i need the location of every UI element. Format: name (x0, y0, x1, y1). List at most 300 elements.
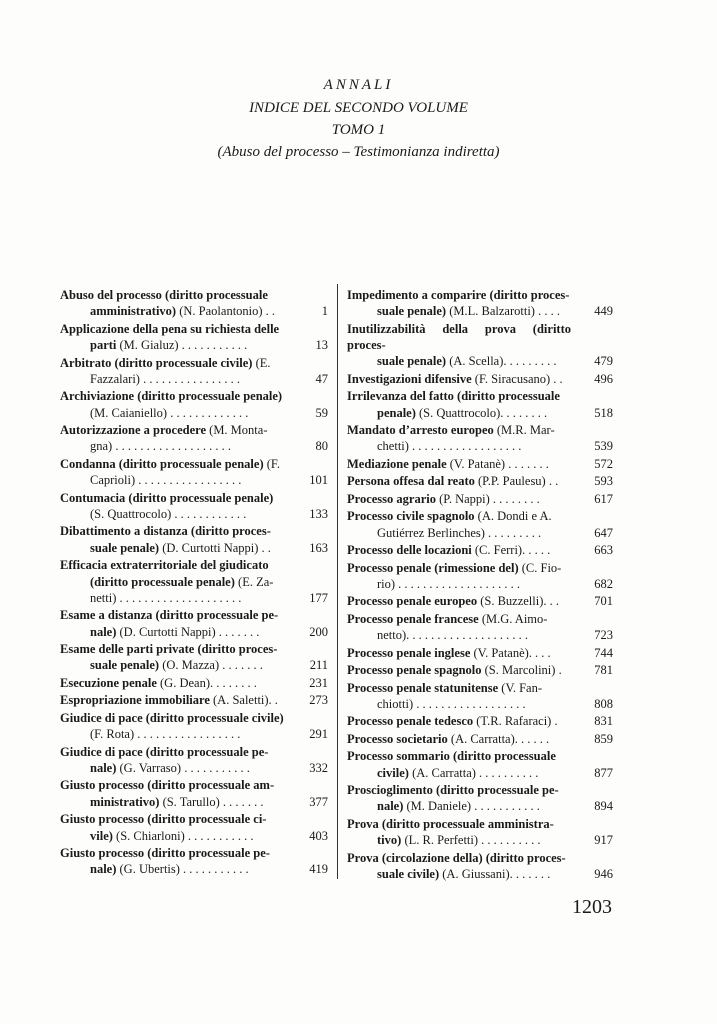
entry-author: (F. Siracusano) . . (471, 371, 563, 386)
index-entry (347, 456, 613, 472)
entry-text (347, 287, 571, 320)
entry-title: Processo sommario (diritto processuale (347, 749, 556, 764)
entry-title: nale) (90, 760, 117, 775)
index-entry (347, 850, 613, 883)
entry-text (60, 744, 286, 777)
index-entry (347, 542, 613, 558)
entry-title: Abuso del processo (diritto processuale (60, 288, 268, 302)
entry-line (60, 861, 286, 877)
entry-page-number: 80 (315, 439, 328, 454)
entry-author: (S. Quattrocolo). . . . . . . . (415, 405, 548, 420)
entry-author: (L. R. Perfetti) . . . . . . . . . . (401, 833, 541, 848)
entry-line (60, 540, 286, 556)
entry-text (60, 692, 286, 708)
entry-line (347, 748, 571, 764)
entry-page-number: 403 (309, 828, 328, 843)
entry-line (347, 816, 571, 832)
entry-page-number: 831 (594, 714, 613, 729)
index-entry (347, 816, 613, 849)
entry-line (60, 422, 286, 438)
entry-title: suale penale) (90, 658, 160, 673)
entry-line (60, 523, 286, 539)
entry-title: Processo penale spagnolo (347, 663, 482, 678)
entry-title: Inutilizzabilità della prova (diritto proces- (347, 321, 571, 353)
entry-author: (S. Tarullo) . . . . . . . (159, 794, 264, 809)
entry-author: (A. Carratta) . . . . . . . . . . (408, 765, 539, 780)
entry-text (347, 473, 571, 489)
entry-line (60, 303, 286, 319)
entry-title: Prova (diritto processuale amministra- (347, 816, 554, 831)
entry-author: Fazzalari) . . . . . . . . . . . . . . . . (90, 371, 240, 386)
entry-line (60, 845, 286, 861)
entry-title: Impedimento a comparire (diritto proces- (347, 288, 570, 302)
entry-page-number: 647 (594, 525, 613, 540)
entry-line (347, 731, 571, 747)
entry-author: (E. Za- (234, 574, 274, 589)
entry-title: Espropriazione immobiliare (60, 693, 210, 708)
index-entry (347, 321, 613, 370)
entry-text (60, 490, 286, 523)
entry-author: (P. Nappi) . . . . . . . . (435, 491, 540, 506)
entry-text (347, 662, 571, 678)
index-entry (60, 692, 328, 708)
entry-text (60, 777, 286, 810)
entry-line (347, 371, 571, 387)
entry-page-number: 781 (594, 663, 613, 678)
entry-author: (M. Gialuz) . . . . . . . . . . . (116, 338, 248, 353)
entry-author: (A. Giussani). . . . . . . (439, 867, 551, 882)
entry-text (60, 557, 286, 606)
entry-line (60, 590, 286, 606)
entry-title: (diritto processuale penale) (90, 574, 235, 589)
entry-line (60, 657, 286, 673)
entry-title: Condanna (diritto processuale penale) (60, 456, 264, 471)
entry-line (347, 560, 571, 576)
index-entry (347, 287, 613, 320)
entry-title: Processo societario (347, 731, 448, 746)
entry-title: Prova (circolazione della) (diritto proces- (347, 850, 566, 865)
entry-author: (A. Dondi e A. (474, 509, 552, 524)
entry-text (347, 491, 571, 507)
entry-line (347, 508, 571, 524)
entry-page-number: 723 (594, 628, 613, 643)
entry-text (60, 422, 286, 455)
entry-line (347, 696, 571, 712)
entry-author: (F. (263, 456, 280, 471)
entry-line (60, 828, 286, 844)
entry-title: Archiviazione (diritto processuale penale) (60, 389, 283, 404)
index-entry (347, 645, 613, 661)
entry-title: Processo penale tedesco (347, 714, 474, 729)
entry-page-number: 572 (594, 456, 613, 471)
entry-line (60, 760, 286, 776)
entry-text (60, 675, 286, 691)
entry-title: ministrativo) (90, 794, 160, 809)
entry-author: (V. Fan- (498, 680, 543, 695)
entry-line (347, 713, 571, 729)
index-entry (60, 287, 328, 320)
entry-line (347, 798, 571, 814)
entry-line (60, 692, 286, 708)
entry-author: (G. Varraso) . . . . . . . . . . . (116, 760, 250, 775)
entry-title: Esame delle parti private (diritto proces- (60, 642, 278, 657)
entry-line (60, 456, 286, 472)
page-number: 1203 (572, 896, 612, 918)
entry-author: (C. Ferri). . . . . (471, 543, 551, 558)
entry-page-number: 101 (309, 473, 328, 488)
entry-text (347, 782, 571, 815)
entry-page-number: 617 (594, 491, 613, 506)
entry-text (347, 542, 571, 558)
entry-text (60, 607, 286, 640)
entry-line (347, 321, 571, 354)
entry-line (60, 675, 286, 691)
entry-title: Giudice di pace (diritto processuale civile) (60, 710, 284, 725)
entry-title: Irrilevanza del fatto (diritto processuale (347, 389, 560, 404)
entry-title: Arbitrato (diritto processuale civile) (60, 355, 253, 370)
entry-line (60, 490, 286, 506)
entry-text (347, 371, 571, 387)
entry-author: (F. Rota) . . . . . . . . . . . . . . . . . (90, 727, 241, 742)
entry-author: (M. Daniele) . . . . . . . . . . . (403, 799, 540, 814)
entry-title: Contumacia (diritto processuale penale) (60, 490, 274, 505)
entry-text (60, 388, 286, 421)
entry-page-number: 917 (594, 833, 613, 848)
entry-line (60, 794, 286, 810)
entry-author: netti) . . . . . . . . . . . . . . . . . . . . (90, 590, 242, 605)
index-entry (60, 811, 328, 844)
entry-line (347, 542, 571, 558)
entry-line (347, 593, 571, 609)
index-entry (60, 355, 328, 388)
entry-author: (V. Patanè). . . . (470, 645, 551, 660)
entry-title: suale civile) (377, 867, 440, 882)
entry-title: Mediazione penale (347, 456, 447, 471)
index-entry (60, 607, 328, 640)
entry-author: rio) . . . . . . . . . . . . . . . . . . . . (377, 576, 521, 591)
entry-author: (S. Quattrocolo) . . . . . . . . . . . . (90, 506, 247, 521)
index-entry (60, 845, 328, 878)
entry-line (347, 405, 571, 421)
index-entry (60, 744, 328, 777)
entry-author: (M. Caianiello) . . . . . . . . . . . . . (90, 405, 249, 420)
entry-title: Processo delle locazioni (347, 543, 472, 558)
entry-author: (S. Chiarloni) . . . . . . . . . . . (112, 828, 254, 843)
entry-author: (T.R. Rafaraci) . (473, 714, 558, 729)
entry-title: nale) (90, 624, 117, 639)
index-entry (347, 662, 613, 678)
index-entry (60, 388, 328, 421)
entry-line (347, 303, 571, 319)
entry-title: Giusto processo (diritto processuale pe- (60, 845, 270, 860)
entry-page-number: 701 (594, 594, 613, 609)
index-entry (347, 680, 613, 713)
entry-title: Giusto processo (diritto processuale am- (60, 778, 275, 793)
entry-text (60, 355, 286, 388)
column-divider (337, 284, 338, 879)
entry-line (347, 832, 571, 848)
entry-title: Giusto processo (diritto processuale ci- (60, 812, 267, 827)
entry-title: Processo penale francese (347, 611, 479, 626)
entry-text (347, 560, 571, 593)
entry-text (347, 680, 571, 713)
index-entry (60, 456, 328, 489)
entry-line (60, 624, 286, 640)
entry-line (60, 405, 286, 421)
entry-line (60, 337, 286, 353)
entry-title: suale penale) (90, 540, 160, 555)
entry-author: chetti) . . . . . . . . . . . . . . . . . . (377, 439, 522, 454)
entry-title: suale penale) (377, 304, 447, 319)
entry-page-number: 496 (594, 371, 613, 386)
entry-page-number: 744 (594, 645, 613, 660)
entry-page-number: 682 (594, 576, 613, 591)
entry-line (347, 662, 571, 678)
entry-line (60, 777, 286, 793)
entry-title: nale) (90, 862, 117, 877)
index-entry (347, 422, 613, 455)
entry-author: (M.R. Mar- (493, 423, 555, 438)
entry-line (347, 491, 571, 507)
entry-line (347, 422, 571, 438)
entry-author: netto). . . . . . . . . . . . . . . . . . . . (377, 628, 529, 643)
entry-page-number: 808 (594, 696, 613, 711)
entry-text (60, 811, 286, 844)
entry-page-number: 211 (309, 658, 328, 673)
entry-title: Dibattimento a distanza (diritto proces- (60, 524, 271, 539)
entry-title: Applicazione della pena su richiesta delle (60, 321, 280, 336)
entry-page-number: 894 (594, 799, 613, 814)
entry-text (347, 611, 571, 644)
entry-author: (D. Curtotti Nappi) . . . . . . . (116, 624, 260, 639)
index-entry (60, 422, 328, 455)
entry-page-number: 518 (594, 405, 613, 420)
entry-line (60, 355, 286, 371)
entry-author: (M.L. Balzarotti) . . . . (446, 304, 560, 319)
entry-text (347, 321, 571, 370)
index-entry (347, 611, 613, 644)
entry-text (347, 713, 571, 729)
entry-author: (O. Mazza) . . . . . . . (159, 658, 263, 673)
entry-line (347, 611, 571, 627)
entry-line (347, 438, 571, 454)
entry-title: Processo agrario (347, 491, 436, 506)
entry-page-number: 47 (315, 371, 328, 386)
entry-line (60, 574, 286, 590)
entry-page-number: 419 (309, 862, 328, 877)
index-entry (347, 593, 613, 609)
entry-title: Proscioglimento (diritto processuale pe- (347, 783, 559, 798)
header-range: (Abuso del processo – Testimonianza indiretta) (217, 144, 500, 160)
entry-line (60, 726, 286, 742)
entry-author: (M.G. Aimo- (478, 611, 548, 626)
entry-author: (V. Patanè) . . . . . . . (446, 456, 549, 471)
entry-page-number: 1 (321, 304, 328, 319)
entry-page-number: 163 (309, 540, 328, 555)
entry-page-number: 291 (309, 727, 328, 742)
entry-line (60, 557, 286, 573)
index-entry (347, 388, 613, 421)
entry-author: (D. Curtotti Nappi) . . (159, 540, 271, 555)
entry-page-number: 539 (594, 439, 613, 454)
entry-text (347, 748, 571, 781)
entry-text (347, 593, 571, 609)
entry-text (347, 850, 571, 883)
entry-page-number: 859 (594, 731, 613, 746)
entry-title: Investigazioni difensive (347, 371, 472, 386)
entry-author: (M. Monta- (206, 423, 268, 438)
entry-line (347, 473, 571, 489)
entry-author: Caprioli) . . . . . . . . . . . . . . . . . (90, 473, 242, 488)
index-entry (347, 508, 613, 541)
header-annali: ANNALI (323, 77, 394, 93)
entry-line (347, 525, 571, 541)
entry-author: (P.P. Paulesu) . . (474, 474, 559, 489)
entry-page-number: 663 (594, 543, 613, 558)
entry-page-number: 479 (594, 354, 613, 369)
entry-page-number: 377 (309, 794, 328, 809)
entry-title: suale penale) (377, 354, 447, 369)
entry-title: penale) (377, 405, 416, 420)
entry-text (347, 388, 571, 421)
index-column-left (60, 287, 328, 879)
entry-line (60, 811, 286, 827)
entry-author: (N. Paolantonio) . . (176, 304, 276, 319)
entry-title: Processo penale europeo (347, 594, 478, 609)
entry-text (60, 710, 286, 743)
entry-page-number: 593 (594, 474, 613, 489)
index-entry (347, 748, 613, 781)
entry-text (347, 422, 571, 455)
entry-text (60, 845, 286, 878)
index-entry (347, 560, 613, 593)
index-entry (347, 713, 613, 729)
entry-title: parti (90, 338, 117, 353)
entry-line (347, 680, 571, 696)
entry-text (60, 321, 286, 354)
entry-text (60, 456, 286, 489)
entry-author: (E. (252, 355, 271, 370)
entry-text (347, 508, 571, 541)
entry-title: Esame a distanza (diritto processuale pe- (60, 608, 279, 623)
entry-page-number: 946 (594, 867, 613, 882)
entry-author: Gutiérrez Berlinches) . . . . . . . . . (377, 525, 542, 540)
entry-line (60, 321, 286, 337)
entry-author: (S. Marcolini) . (481, 663, 562, 678)
entry-title: Processo penale (rimessione del) (347, 560, 519, 575)
entry-page-number: 13 (315, 338, 328, 353)
index-entry (347, 371, 613, 387)
entry-line (60, 472, 286, 488)
entry-line (60, 607, 286, 623)
entry-line (60, 710, 286, 726)
page-header (0, 74, 717, 163)
header-tomo: TOMO 1 (331, 122, 386, 138)
entry-line (347, 645, 571, 661)
index-entry (60, 321, 328, 354)
entry-line (60, 506, 286, 522)
entry-line (60, 388, 286, 404)
entry-line (60, 287, 286, 303)
entry-title: Processo penale inglese (347, 645, 471, 660)
entry-page-number: 177 (309, 590, 328, 605)
entry-title: Processo civile spagnolo (347, 509, 475, 524)
header-volume: INDICE DEL SECONDO VOLUME (249, 100, 468, 116)
entry-author: (A. Saletti). . (209, 693, 278, 708)
entry-text (347, 731, 571, 747)
index-entry (60, 710, 328, 743)
entry-page-number: 877 (594, 765, 613, 780)
entry-author: chiotti) . . . . . . . . . . . . . . . . . . (377, 696, 526, 711)
entry-text (60, 523, 286, 556)
entry-line (347, 576, 571, 592)
index-entry (60, 523, 328, 556)
index-entry (347, 782, 613, 815)
entry-page-number: 449 (594, 304, 613, 319)
entry-line (60, 438, 286, 454)
entry-line (347, 388, 571, 404)
entry-title: vile) (90, 828, 113, 843)
entry-title: Autorizzazione a procedere (60, 423, 207, 438)
entry-line (347, 627, 571, 643)
entry-author: (C. Fio- (518, 560, 562, 575)
entry-text (347, 456, 571, 472)
entry-author: (A. Scella). . . . . . . . . (446, 354, 557, 369)
entry-title: civile) (377, 765, 409, 780)
entry-page-number: 273 (309, 693, 328, 708)
entry-title: tivo) (377, 833, 402, 848)
entry-author: (A. Carratta). . . . . . (447, 731, 550, 746)
entry-line (347, 866, 571, 882)
entry-line (347, 456, 571, 472)
entry-title: Processo penale statunitense (347, 680, 499, 695)
index-entry (60, 675, 328, 691)
entry-line (60, 371, 286, 387)
entry-line (347, 850, 571, 866)
entry-page-number: 133 (309, 506, 328, 521)
index-entry (347, 731, 613, 747)
entry-text (60, 287, 286, 320)
entry-title: Giudice di pace (diritto processuale pe- (60, 744, 269, 759)
index-column-right (347, 287, 613, 884)
entry-title: amministrativo) (90, 304, 177, 319)
entry-page-number: 200 (309, 624, 328, 639)
entry-title: Persona offesa dal reato (347, 474, 475, 489)
entry-author: (G. Ubertis) . . . . . . . . . . . (116, 862, 249, 877)
entry-line (347, 765, 571, 781)
index-entry (60, 490, 328, 523)
entry-text (347, 816, 571, 849)
entry-author: (G. Dean). . . . . . . . (156, 675, 257, 690)
entry-page-number: 231 (309, 675, 328, 690)
index-entry (60, 641, 328, 674)
index-entry (60, 557, 328, 606)
entry-text (347, 645, 571, 661)
entry-line (347, 353, 571, 369)
entry-title: Efficacia extraterritoriale del giudicato (60, 558, 269, 573)
entry-title: nale) (377, 799, 404, 814)
entry-page-number: 332 (309, 760, 328, 775)
entry-line (347, 782, 571, 798)
index-entry (347, 473, 613, 489)
index-entry (60, 777, 328, 810)
entry-page-number: 59 (315, 405, 328, 420)
entry-title: Mandato d’arresto europeo (347, 423, 494, 438)
entry-author: gna) . . . . . . . . . . . . . . . . . . . (90, 439, 231, 454)
index-entry (347, 491, 613, 507)
entry-line (60, 641, 286, 657)
entry-title: Esecuzione penale (60, 675, 157, 690)
